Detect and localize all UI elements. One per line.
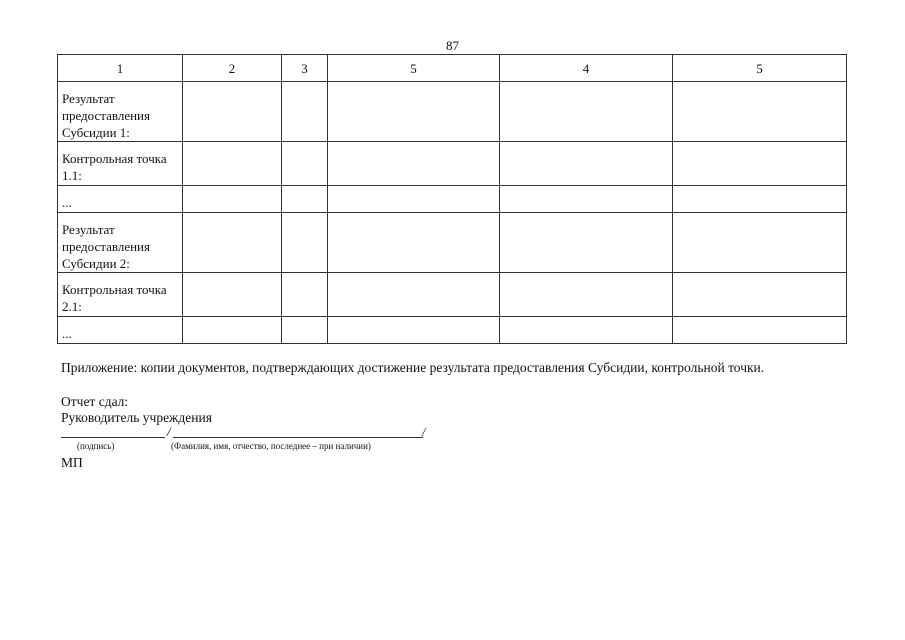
page-number: 87	[446, 38, 459, 53]
table-cell	[673, 82, 847, 142]
signature-slash: /	[167, 424, 171, 439]
table-cell	[282, 273, 328, 317]
table-cell	[328, 82, 500, 142]
table-cell	[673, 186, 847, 213]
table-cell	[673, 142, 847, 186]
table-cell	[500, 317, 673, 344]
column-header: 5	[328, 55, 500, 82]
table-cell	[328, 142, 500, 186]
table-cell	[183, 186, 282, 213]
signature-underline	[61, 437, 165, 438]
table-cell	[328, 213, 500, 273]
table-row	[58, 317, 847, 344]
table-cell	[500, 273, 673, 317]
table-row	[58, 213, 847, 273]
table-cell	[183, 142, 282, 186]
table-cell	[282, 317, 328, 344]
table-cell	[673, 317, 847, 344]
table-cell	[282, 82, 328, 142]
name-caption: (Фамилия, имя, отчество, последнее – при наличии)	[171, 441, 371, 451]
table-row	[58, 273, 847, 317]
row-label: Контрольная точка 1.1:	[58, 142, 183, 186]
table-cell	[328, 186, 500, 213]
table-cell	[673, 213, 847, 273]
table-cell	[500, 186, 673, 213]
name-underline	[173, 437, 423, 438]
attachment-note: Приложение: копии документов, подтверждающих достижение результата предоставления Субсидии, контрольной точки.	[61, 360, 765, 375]
table-row	[58, 142, 847, 186]
table-cell	[282, 142, 328, 186]
table-cell	[500, 213, 673, 273]
reported-by-label: Отчет сдал:	[61, 394, 129, 409]
table-header-row	[58, 55, 847, 82]
table-cell	[328, 317, 500, 344]
table-cell	[183, 82, 282, 142]
table-cell	[183, 213, 282, 273]
report-table	[57, 54, 847, 344]
table-cell	[282, 213, 328, 273]
table-cell	[183, 317, 282, 344]
table-cell	[183, 273, 282, 317]
table-cell	[500, 142, 673, 186]
table-cell	[328, 273, 500, 317]
row-label: Результат предоставления Субсидии 1:	[58, 82, 183, 142]
table-cell	[500, 82, 673, 142]
column-header: 4	[500, 55, 673, 82]
head-title: Руководитель учреждения	[61, 410, 212, 425]
row-label: Результат предоставления Субсидии 2:	[58, 213, 183, 273]
row-label: Контрольная точка 2.1:	[58, 273, 183, 317]
table-cell	[673, 273, 847, 317]
column-header: 5	[673, 55, 847, 82]
signature-caption: (подпись)	[77, 441, 115, 451]
table-row	[58, 186, 847, 213]
table-row	[58, 82, 847, 142]
table-cell	[282, 186, 328, 213]
row-label: ...	[58, 186, 183, 213]
stamp-label: МП	[61, 455, 83, 470]
row-label: ...	[58, 317, 183, 344]
column-header: 1	[58, 55, 183, 82]
signature-slash: /	[422, 424, 426, 439]
column-header: 3	[282, 55, 328, 82]
column-header: 2	[183, 55, 282, 82]
